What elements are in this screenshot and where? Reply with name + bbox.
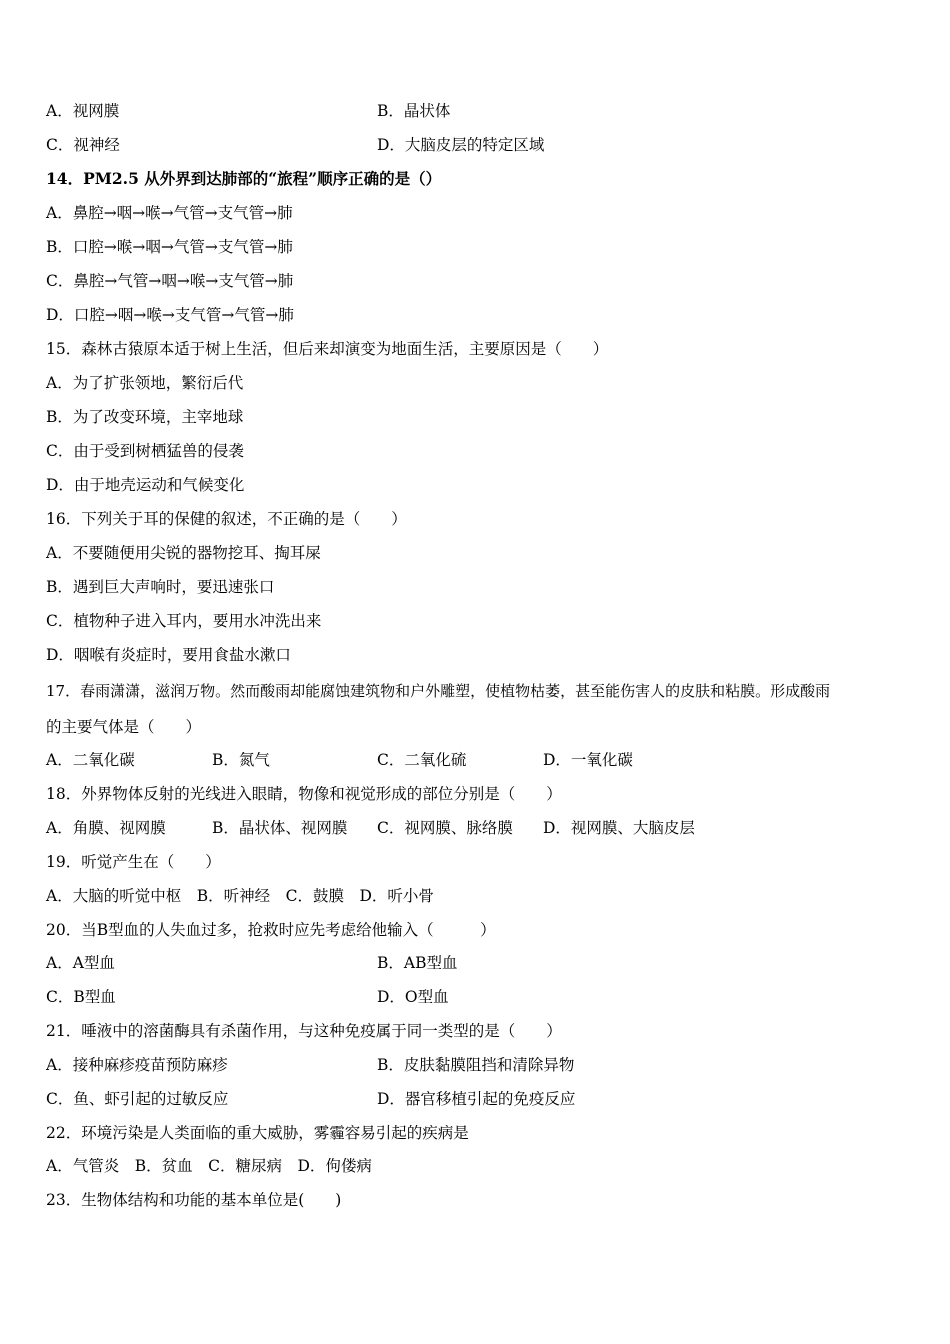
q15-option-b: B．为了改变环境，主宰地球: [46, 408, 244, 426]
q13-option-a: A．视网膜: [46, 102, 120, 120]
q16-option-a: A．不要随便用尖锐的器物挖耳、掏耳屎: [46, 544, 321, 562]
q19-stem: 19．听觉产生在（ ）: [46, 853, 221, 871]
q18-option-c: C．视网膜、脉络膜: [377, 819, 513, 837]
q22-stem: 22．环境污染是人类面临的重大威胁，雾霾容易引起的疾病是: [46, 1124, 469, 1142]
q20-option-b: B．AB型血: [377, 954, 458, 972]
q20-option-a: A．A型血: [46, 954, 115, 972]
q15-option-a: A．为了扩张领地，繁衍后代: [46, 374, 244, 392]
q19-options-row: A．大脑的听觉中枢 B．听神经 C．鼓膜 D．听小骨: [46, 887, 434, 905]
q18-option-d: D．视网膜、大脑皮层: [543, 819, 695, 837]
q21-option-d: D．器官移植引起的免疫反应: [377, 1090, 576, 1108]
q18-stem: 18．外界物体反射的光线进入眼睛，物像和视觉形成的部位分别是（ ）: [46, 785, 562, 803]
q17-option-b: B．氮气: [212, 751, 270, 769]
q14-option-a: A．鼻腔→咽→喉→气管→支气管→肺: [46, 204, 293, 222]
q17-stem-line-1: 17．春雨潇潇，滋润万物。然而酸雨却能腐蚀建筑物和户外雕塑，使植物枯萎，甚至能伤害人的皮肤和粘膜。形成酸雨: [46, 682, 831, 700]
q20-option-d: D．O型血: [377, 988, 449, 1006]
q16-option-c: C．植物种子进入耳内，要用水冲洗出来: [46, 612, 322, 630]
q14-stem: 14．PM2.5 从外界到达肺部的“旅程”顺序正确的是（）: [46, 169, 442, 188]
q21-option-b: B．皮肤黏膜阻挡和清除异物: [377, 1056, 575, 1074]
q22-options-row: A．气管炎 B．贫血 C．糖尿病 D．佝偻病: [46, 1157, 372, 1175]
q15-option-d: D．由于地壳运动和气候变化: [46, 476, 245, 494]
q23-stem: 23．生物体结构和功能的基本单位是( ): [46, 1191, 342, 1209]
q14-option-c: C．鼻腔→气管→咽→喉→支气管→肺: [46, 272, 294, 290]
q16-option-b: B．遇到巨大声响时，要迅速张口: [46, 578, 275, 596]
q18-option-b: B．晶状体、视网膜: [212, 819, 348, 837]
q20-option-c: C．B型血: [46, 988, 116, 1006]
q15-stem: 15．森林古猿原本适于树上生活，但后来却演变为地面生活，主要原因是（ ）: [46, 340, 609, 358]
q13-option-c: C．视神经: [46, 136, 120, 154]
q17-option-c: C．二氧化硫: [377, 751, 467, 769]
q17-option-d: D．一氧化碳: [543, 751, 633, 769]
q21-option-a: A．接种麻疹疫苗预防麻疹: [46, 1056, 228, 1074]
q14-option-d: D．口腔→咽→喉→支气管→气管→肺: [46, 306, 294, 324]
q20-stem: 20．当B型血的人失血过多，抢救时应先考虑给他输入（ ）: [46, 921, 496, 939]
q13-option-d: D．大脑皮层的特定区域: [377, 136, 545, 154]
q14-option-b: B．口腔→喉→咽→气管→支气管→肺: [46, 238, 293, 256]
q21-stem: 21．唾液中的溶菌酶具有杀菌作用，与这种免疫属于同一类型的是（ ）: [46, 1022, 562, 1040]
q15-option-c: C．由于受到树栖猛兽的侵袭: [46, 442, 244, 460]
q16-option-d: D．咽喉有炎症时，要用食盐水漱口: [46, 646, 291, 664]
q13-option-b: B．晶状体: [377, 102, 451, 120]
q16-stem: 16．下列关于耳的保健的叙述，不正确的是（ ）: [46, 510, 407, 528]
q18-option-a: A．角膜、视网膜: [46, 819, 166, 837]
q17-option-a: A．二氧化碳: [46, 751, 135, 769]
q21-option-c: C．鱼、虾引起的过敏反应: [46, 1090, 229, 1108]
q17-stem-line-2: 的主要气体是（ ）: [46, 718, 202, 736]
